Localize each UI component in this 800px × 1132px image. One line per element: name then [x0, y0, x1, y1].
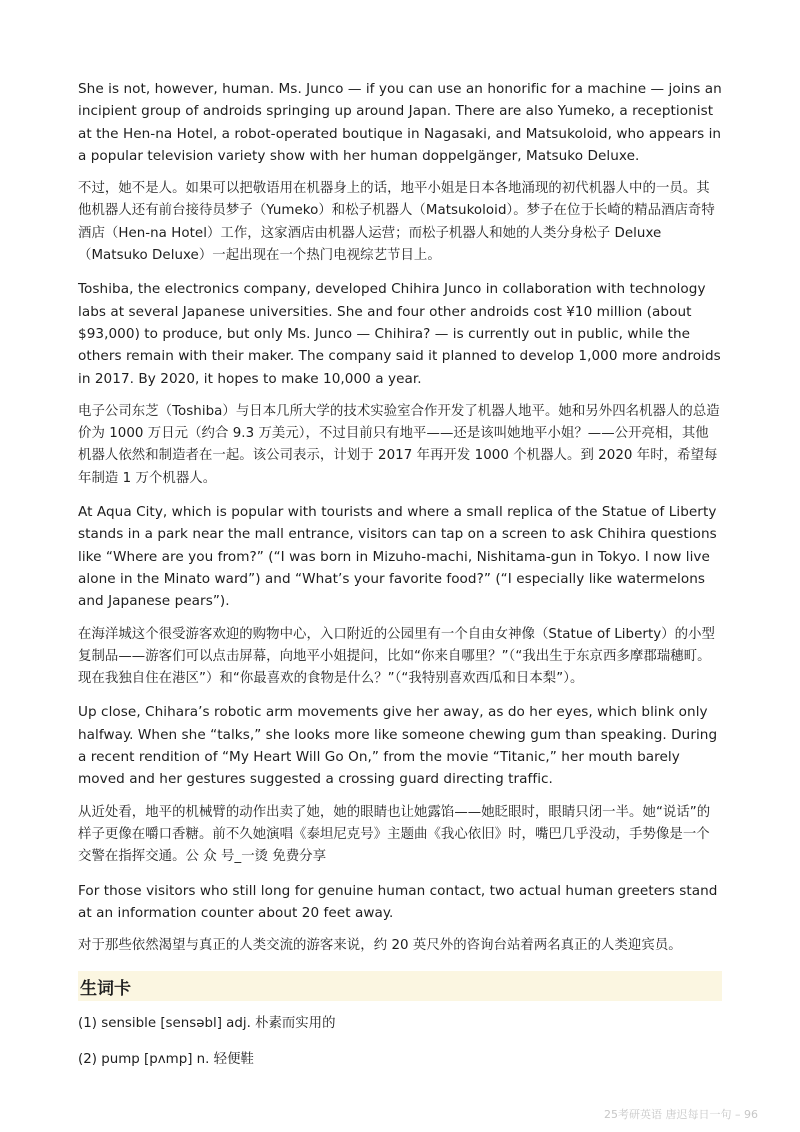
- paragraph-zh-2: 电子公司东芝（Toshiba）与日本几所大学的技术实验室合作开发了机器人地平。她和另外四名机器人的总造价为 1000 万日元（约合 9.3 万美元），不过目前只有地平——还是该叫她地平小姐？——公开亮相，其他机器人依然和制造者在一起。该公司表示，计划于 2017 年再开发 1000 个机器人。到 2020 年时，希望每年制造 1 万个机器人。: [78, 403, 720, 486]
- vocab-header-title: 生词卡: [80, 978, 131, 999]
- paragraph-en-4: Up close, Chihara’s robotic arm movements give her away, as do her eyes, which blink only halfway. When she “talks,” she looks more like someone chewing gum than speaking. During a recent rendition of “My Heart Will Go On,” from the movie “Titanic,” her mouth barely moved and her gestures suggested a crossing guard directing traffic.: [78, 704, 718, 788]
- paragraph-en-3: At Aqua City, which is popular with tourists and where a small replica of the Statue of Liberty stands in a park near the mall entrance, visitors can tap on a screen to ask Chihira questions like “Where are you from?” (“I was born in Mizuho-machi, Nishitama-gun in Tokyo. I now live alone in the Minato ward”) and “What’s your favorite food?” (“I especially like watermelons and Japanese pears”).: [78, 504, 717, 610]
- paragraph-en-5: For those visitors who still long for genuine human contact, two actual human greeters stand at an information counter about 20 feet away.: [78, 882, 718, 921]
- vocab-item-1: (1) sensible [sensəbl] adj. 朴素而实用的: [78, 1016, 336, 1032]
- paragraph-en-2: Toshiba, the electronics company, developed Chihira Junco in collaboration with technology labs at several Japanese universities. She and four other androids cost ¥10 million (about $93,000) to produce, but only Ms. Junco — Chihira? — is currently out in public, while the others remain with their maker. The company said it planned to develop 1,000 more androids in 2017. By 2020, it hopes to make 10,000 a year.: [78, 281, 721, 387]
- paragraph-en-1: She is not, however, human. Ms. Junco — if you can use an honorific for a machine — joins an incipient group of androids springing up around Japan. There are also Yumeko, a receptionist at the Hen-na Hotel, a robot-operated boutique in Nagasaki, and Matsukoloid, who appears in a popular television variety show with her human doppelgänger, Matsuko Deluxe.: [78, 81, 722, 164]
- paragraph-zh-3: 在海洋城这个很受游客欢迎的购物中心，入口附近的公园里有一个自由女神像（Statue of Liberty）的小型复制品——游客们可以点击屏幕，向地平小姐提问，比如“你来自哪里？”（“我出生于东京西多摩郡瑞穗町。现在我独自住在港区”）和“你最喜欢的食物是什么？”（“我特别喜欢西瓜和日本梨”）。: [78, 626, 715, 687]
- paragraph-zh-5: 对于那些依然渴望与真正的人类交流的游客来说，约 20 英尺外的咨询台站着两名真正的人类迎宾员。: [78, 938, 682, 954]
- vocab-section-header: [78, 971, 722, 1001]
- document-body: [78, 78, 722, 1071]
- paragraph-zh-4: 从近处看，地平的机械臂的动作出卖了她，她的眼睛也让她露馅——她眨眼时，眼睛只闭一半。她“说话”的样子更像在嚼口香糖。前不久她演唱《泰坦尼克号》主题曲《我心依旧》时，嘴巴几乎没动，手势像是一个交警在指挥交通。公 众 号_一烫 免费分享: [78, 804, 711, 865]
- paragraph-zh-1: 不过，她不是人。如果可以把敬语用在机器身上的话，地平小姐是日本各地涌现的初代机器人中的一员。其他机器人还有前台接待员梦子（Yumeko）和松子机器人（Matsukoloid）。梦子在位于长崎的精品酒店奇特酒店（Hen-na Hotel）工作，这家酒店由机器人运营；而松子机器人和她的人类分身松子 Deluxe（Matsuko Deluxe）一起出现在一个热门电视综艺节目上。: [78, 181, 715, 264]
- page-footer: 25考研英语 唐迟每日一句 – 96: [604, 1108, 758, 1121]
- vocab-item-2: (2) pump [pʌmp] n. 轻便鞋: [78, 1052, 254, 1068]
